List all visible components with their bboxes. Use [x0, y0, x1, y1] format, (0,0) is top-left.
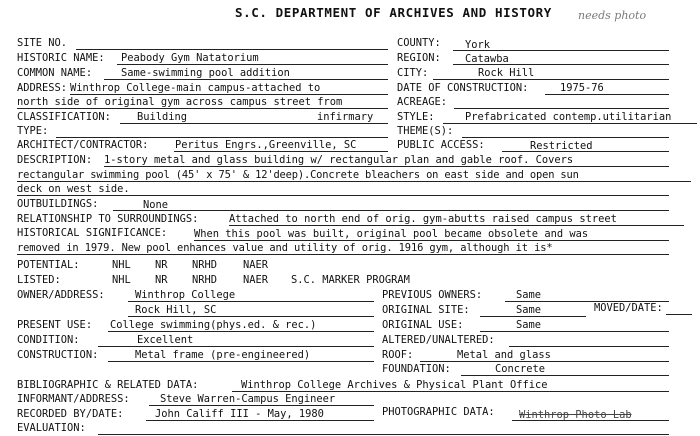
moved-line [666, 314, 692, 315]
common-name-value: Same-swimming pool addition [121, 67, 290, 79]
acreage-line [454, 108, 669, 109]
style-label: STYLE: [397, 111, 435, 123]
owner-line1: Winthrop College [135, 289, 236, 301]
style-line [443, 123, 697, 124]
outbuildings-label: OUTBUILDINGS: [17, 198, 99, 210]
public-access-line [502, 151, 669, 152]
description-line3: deck on west side. [17, 183, 130, 195]
city-line [433, 79, 669, 80]
potential-nr: NR [155, 259, 168, 271]
address-line1-underline [70, 94, 388, 95]
public-access-value: Restricted [530, 140, 593, 152]
original-use-line [480, 331, 669, 332]
foundation-value: Concrete [495, 363, 546, 375]
county-value: York [465, 39, 491, 51]
informant-line [149, 405, 374, 406]
listed-nhl: NHL [112, 274, 131, 286]
marker-program-label: S.C. MARKER PROGRAM [291, 274, 410, 286]
bibliographic-value: Winthrop College Archives & Physical Plant Office [241, 379, 548, 391]
condition-line [98, 346, 374, 347]
common-name-label: COMMON NAME: [17, 67, 93, 79]
significance-line1: When this pool was built, original pool became obsolete and was [194, 228, 589, 240]
themes-label: THEME(S): [397, 125, 454, 137]
city-value: Rock Hill [478, 67, 535, 79]
owner-line2-underline [128, 316, 374, 317]
historic-name-label: HISTORIC NAME: [17, 52, 105, 64]
common-name-line [104, 79, 388, 80]
classification-extra: infirmary [317, 111, 374, 123]
bibliographic-label: BIBLIOGRAPHIC & RELATED DATA: [17, 379, 199, 391]
region-label: REGION: [397, 52, 441, 64]
condition-label: CONDITION: [17, 334, 80, 346]
significance-line2: removed in 1979. New pool enhances value and utility of orig. 1916 gym, although it is* [17, 242, 553, 254]
address-line2: north side of original gym across campus street from [17, 96, 343, 108]
altered-line [509, 346, 669, 347]
region-line [453, 64, 669, 65]
address-label: ADDRESS: [17, 82, 68, 94]
photo-line [512, 420, 669, 421]
themes-line [462, 137, 669, 138]
recorded-line [146, 420, 374, 421]
original-site-line [480, 316, 586, 317]
acreage-label: ACREAGE: [397, 96, 448, 108]
present-use-label: PRESENT USE: [17, 319, 93, 331]
present-use-value: College swimming(phys.ed. & rec.) [110, 319, 317, 331]
county-line [453, 50, 669, 51]
description-line1: 1-story metal and glass building w/ rectangular plan and gable roof. Covers [104, 154, 574, 166]
roof-value: Metal and glass [457, 349, 551, 361]
classification-value: Building [137, 111, 188, 123]
date-value: 1975-76 [560, 82, 604, 94]
original-site-label: ORIGINAL SITE: [382, 304, 470, 316]
site-no-line [76, 49, 388, 50]
informant-label: INFORMANT/ADDRESS: [17, 393, 130, 405]
moved-label: MOVED/DATE: [594, 302, 663, 314]
classification-label: CLASSIFICATION: [17, 111, 111, 123]
potential-nhl: NHL [112, 259, 131, 271]
listed-label: LISTED: [17, 274, 61, 286]
listed-naer: NAER [243, 274, 269, 286]
original-site-value: Same [516, 304, 542, 316]
roof-label: ROOF: [382, 349, 414, 361]
bibliographic-line [232, 391, 669, 392]
photo-value: Winthrop Photo Lab [519, 409, 632, 421]
recorded-value: John Califf III - May, 1980 [155, 408, 324, 420]
address-line1: Winthrop College-main campus-attached to [70, 82, 321, 94]
type-label: TYPE: [17, 125, 49, 137]
owner-label: OWNER/ADDRESS: [17, 289, 105, 301]
relationship-value: Attached to north end of orig. gym-abutts raised campus street [229, 213, 617, 225]
recorded-label: RECORDED BY/DATE: [17, 408, 124, 420]
region-value: Catawba [465, 53, 509, 65]
foundation-label: FOUNDATION: [382, 363, 451, 375]
architect-label: ARCHITECT/CONTRACTOR: [17, 139, 149, 151]
construction-label: CONSTRUCTION: [17, 349, 99, 361]
date-line [545, 94, 669, 95]
relationship-line [229, 225, 684, 226]
listed-nrhd: NRHD [192, 274, 218, 286]
altered-label: ALTERED/UNALTERED: [382, 334, 495, 346]
relationship-label: RELATIONSHIP TO SURROUNDINGS: [17, 213, 199, 225]
style-value: Prefabricated contemp.utilitarian [465, 111, 672, 123]
listed-nr: NR [155, 274, 168, 286]
significance-line2-underline [17, 254, 669, 255]
foundation-line [461, 375, 669, 376]
informant-value: Steve Warren-Campus Engineer [160, 393, 336, 405]
present-use-line [108, 331, 374, 332]
condition-value: Excellent [137, 334, 194, 346]
historic-name-value: Peabody Gym Natatorium [121, 52, 259, 64]
description-line3-underline [17, 195, 669, 196]
owner-line2: Rock Hill, SC [135, 304, 217, 316]
type-line [56, 137, 388, 138]
potential-nrhd: NRHD [192, 259, 218, 271]
form-title: S.C. DEPARTMENT OF ARCHIVES AND HISTORY [235, 5, 552, 20]
potential-label: POTENTIAL: [17, 259, 80, 271]
description-line2-underline [17, 181, 691, 182]
photo-label: PHOTOGRAPHIC DATA: [382, 406, 495, 418]
owner-line1-underline [128, 301, 374, 302]
evaluation-line [98, 434, 669, 435]
original-use-value: Same [516, 319, 542, 331]
date-label: DATE OF CONSTRUCTION: [397, 82, 529, 94]
outbuildings-line [113, 210, 669, 211]
classification-line [120, 123, 388, 124]
construction-value: Metal frame (pre-engineered) [135, 349, 311, 361]
significance-label: HISTORICAL SIGNIFICANCE: [17, 227, 168, 239]
potential-naer: NAER [243, 259, 269, 271]
county-label: COUNTY: [397, 37, 441, 49]
public-access-label: PUBLIC ACCESS: [397, 139, 485, 151]
roof-line [420, 361, 669, 362]
previous-owners-value: Same [516, 289, 542, 301]
previous-owners-label: PREVIOUS OWNERS: [382, 289, 483, 301]
original-use-label: ORIGINAL USE: [382, 319, 464, 331]
significance-line1-underline [194, 240, 669, 241]
description-line1-underline [104, 166, 669, 167]
description-line2: rectangular swimming pool (45' x 75' & 12'deep).Concrete bleachers on east side and open sun [17, 169, 579, 181]
city-label: CITY: [397, 67, 429, 79]
architect-line [174, 151, 388, 152]
construction-line [108, 361, 374, 362]
historic-name-line [117, 64, 388, 65]
handwritten-note: needs photo [578, 9, 647, 22]
architect-value: Peritus Engrs.,Greenville, SC [175, 139, 357, 151]
site-no-label: SITE NO. [17, 37, 68, 49]
evaluation-label: EVALUATION: [17, 422, 86, 434]
outbuildings-value: None [143, 199, 169, 211]
description-label: DESCRIPTION: [17, 154, 93, 166]
address-line2-underline [17, 108, 388, 109]
